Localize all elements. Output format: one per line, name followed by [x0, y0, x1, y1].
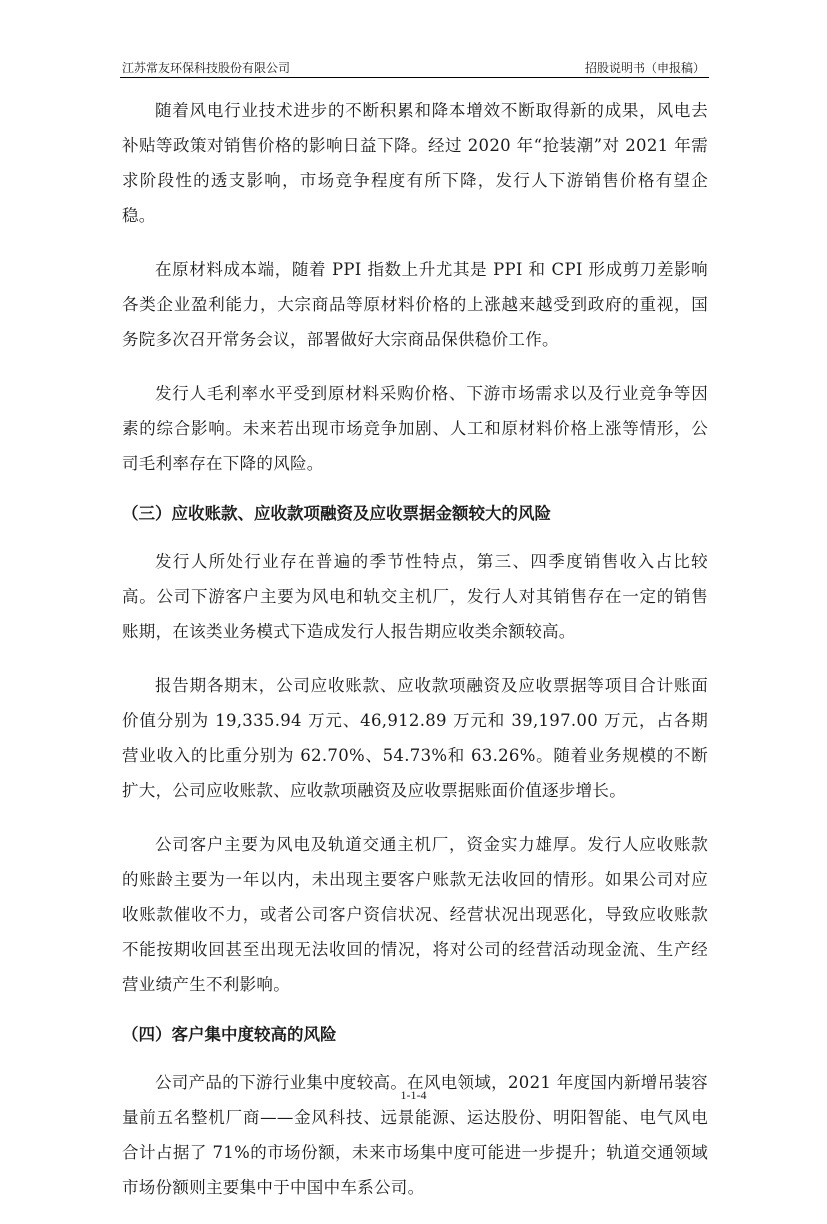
section-heading-4: （四）客户集中度较高的风险 [122, 1025, 337, 1044]
header-document-type: 招股说明书（申报稿） [584, 61, 705, 75]
document-body [122, 93, 708, 1224]
paragraph: 报告期各期末，公司应收账款、应收款项融资及应收票据等项目合计账面价值分别为 19,335.94 万元、46,912.89 万元和 39,197.00 万元，占各期营业收入的比重分别为 62.70%、54.73%和 63.26%。随着业务规模的不断扩大，公司应收账款、应收款项融资及应收票据账面价值逐步增长。 [122, 676, 708, 800]
paragraph: 发行人毛利率水平受到原材料采购价格、下游市场需求以及行业竞争等因素的综合影响。未来若出现市场竞争加剧、人工和原材料价格上涨等情形，公司毛利率存在下降的风险。 [122, 384, 708, 473]
paragraph: 在原材料成本端，随着 PPI 指数上升尤其是 PPI 和 CPI 形成剪刀差影响各类企业盈利能力，大宗商品等原材料价格的上涨越来越受到政府的重视，国务院多次召开常务会议，部署做好大宗商品保供稳价工作。 [122, 260, 708, 349]
page-number: 1-1-4 [400, 1088, 427, 1102]
paragraph: 随着风电行业技术进步的不断积累和降本增效不断取得新的成果，风电去补贴等政策对销售价格的影响日益下降。经过 2020 年“抢装潮”对 2021 年需求阶段性的透支影响，市场竞争程度有所下降，发行人下游销售价格有望企稳。 [122, 101, 708, 225]
paragraph: 公司产品的下游行业集中度较高。在风电领域，2021 年度国内新增吊装容量前五名整机厂商——金风科技、远景能源、运达股份、明阳智能、电气风电合计占据了 71%的市场份额，未来市场集中度可能进一步提升；轨道交通领域市场份额则主要集中于中国中车系公司。 [122, 1073, 708, 1197]
paragraph: 发行人所处行业存在普遍的季节性特点，第三、四季度销售收入占比较高。公司下游客户主要为风电和轨交主机厂，发行人对其销售存在一定的销售账期，在该类业务模式下造成发行人报告期应收类余额较高。 [122, 552, 708, 641]
header-company-name: 江苏常友环保科技股份有限公司 [122, 61, 291, 75]
paragraph: 公司客户主要为风电及轨道交通主机厂，资金实力雄厚。发行人应收账款的账龄主要为一年以内，未出现主要客户账款无法收回的情形。如果公司对应收账款催收不力，或者公司客户资信状况、经营状况出现恶化，导致应收账款不能按期收回甚至出现无法收回的情况，将对公司的经营活动现金流、生产经营业绩产生不利影响。 [122, 835, 708, 994]
section-heading-3: （三）应收账款、应收款项融资及应收票据金额较大的风险 [122, 504, 551, 523]
page-header [120, 57, 709, 78]
